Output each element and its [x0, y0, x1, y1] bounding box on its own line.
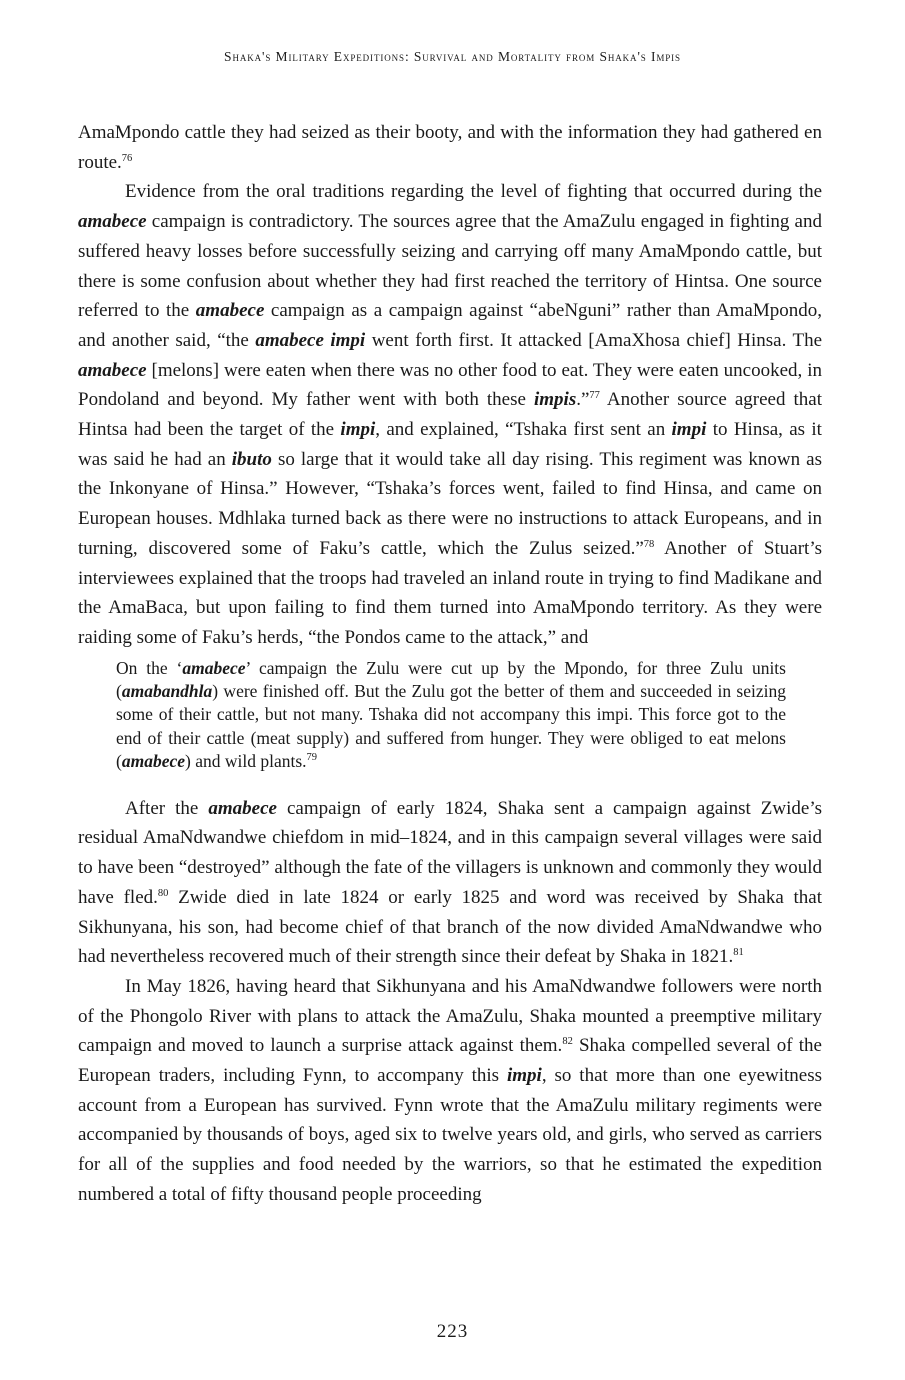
italic-term: amabece [195, 300, 265, 322]
text-run: After the [125, 797, 209, 819]
italic-term: ibuto [231, 448, 272, 470]
body-text [78, 118, 822, 1210]
text-run: , and explained, “Tshaka first sent an [375, 419, 672, 441]
block-quote [116, 657, 786, 774]
text-run: ’ campaign the Zulu were cut up by the Mpondo, for three Zulu units ( [116, 657, 786, 702]
italic-term: amabece [121, 751, 185, 772]
text-run: Another source agreed that Hintsa had been the target of the [78, 389, 823, 441]
italic-term: amabece [182, 657, 246, 678]
text-run: campaign of early 1824, Shaka sent a campaign against Zwide’s residual AmaNdwandwe chiefdom in mid–1824, and in this campaign several villages were said to have been “destroyed” although the fate of the villagers is unknown and commonly they would have fled. [78, 797, 822, 908]
text-run: AmaMpondo cattle they had seized as their booty, and with the information they had gathered en route. [78, 122, 822, 173]
italic-term: amabece [78, 359, 147, 381]
text-run: , so that more than one eyewitness account from a European has survived. Fynn wrote that the AmaZulu military regiments were accompanied by thousands of boys, aged six to twelve years old, and girls, who served as carriers for all of the supplies and food needed by the warriors, so that he estimated the expedition numbered a total of fifty thousand people proceeding [78, 1065, 823, 1205]
italic-term: amabece impi [255, 329, 366, 351]
footnote-ref: 81 [733, 947, 744, 959]
text-run: campaign is contradictory. The sources agree that the AmaZulu engaged in fighting and suffered heavy losses before successfully seizing and carrying off many AmaMpondo cattle, but there is some confusion about whether they had first reached the territory of Hintsa. One source referred to the [78, 211, 822, 322]
text-run: so large that it would take all day rising. This regiment was known as the Inkonyane of Hinsa.” However, “Tshaka’s forces went, failed to find Hinsa, and came on European houses. Mdhlaka turned back as there were no instructions to attack Europeans, and in turning, discovered some of Faku’s cattle, which the Zulus seized.” [78, 448, 822, 559]
text-run: Another of Stuart’s interviewees explained that the troops had traveled an inland route in trying to find Madikane and the AmaBaca, but upon failing to find them turned into AmaMpondo territory. As they were raiding some of Faku’s herds, “the Pondos came to the attack,” and [78, 537, 822, 648]
text-run: Shaka compelled several of the European traders, including Fynn, to accompany this [78, 1035, 822, 1087]
text-run: Zwide died in late 1824 or early 1825 and word was received by Shaka that Sikhunyana, his son, had become chief of that branch of the now divided AmaNdwandwe who had nevertheless recovered much of their strength since their defeat by Shaka in 1821. [78, 886, 823, 968]
italic-term: impi [506, 1065, 542, 1087]
footnote-ref: 78 [643, 538, 655, 550]
paragraph [78, 177, 822, 652]
text-run: went forth first. It attacked [AmaXhosa chief] Hinsa. The [365, 329, 823, 351]
running-head: Shaka's Military Expeditions: Survival and Mortality from Shaka's Impis [224, 49, 681, 64]
footnote-ref: 79 [306, 752, 318, 764]
italic-term: impis [534, 389, 577, 411]
paragraph [78, 972, 822, 1210]
text-run: On the ‘ [116, 657, 183, 678]
paragraph [78, 794, 822, 972]
footnote-ref: 76 [121, 152, 133, 164]
paragraph [78, 118, 822, 177]
text-run: to Hinsa, as it was said he had an [78, 419, 822, 470]
italic-term: impi [340, 419, 376, 441]
page-number: 223 [436, 1321, 469, 1342]
footnote-ref: 82 [562, 1036, 573, 1048]
text-run: campaign as a campaign against “abeNguni” rather than AmaMpondo, and another said, “the [78, 300, 822, 351]
italic-term: amabandhla [121, 681, 213, 702]
italic-term: amabece [78, 211, 147, 233]
text-run: ) were finished off. But the Zulu got the better of them and succeeded in seizing some of their cattle, but not many. Tshaka did not accompany this impi. This force got to the end of their cattle (meat supply) and suffered from hunger. They were obliged to eat melons ( [116, 681, 786, 772]
italic-term: amabece [208, 797, 277, 819]
text-run: Evidence from the oral traditions regarding the level of fighting that occurred during the [125, 181, 822, 203]
italic-term: impi [671, 419, 707, 441]
text-run: In May 1826, having heard that Sikhunyana and his AmaNdwandwe followers were north of the Phongolo River with plans to attack the AmaZulu, Shaka mounted a preemptive military campaign and moved to launch a surprise attack against them. [78, 975, 822, 1057]
footnote-ref: 80 [157, 887, 169, 899]
text-run: [melons] were eaten when there was no other food to eat. They were eaten uncooked, in Pondoland and beyond. My father went with both these [78, 359, 822, 411]
text-run: .” [576, 389, 590, 411]
footnote-ref: 77 [589, 390, 600, 402]
text-run: ) and wild plants. [185, 751, 307, 772]
